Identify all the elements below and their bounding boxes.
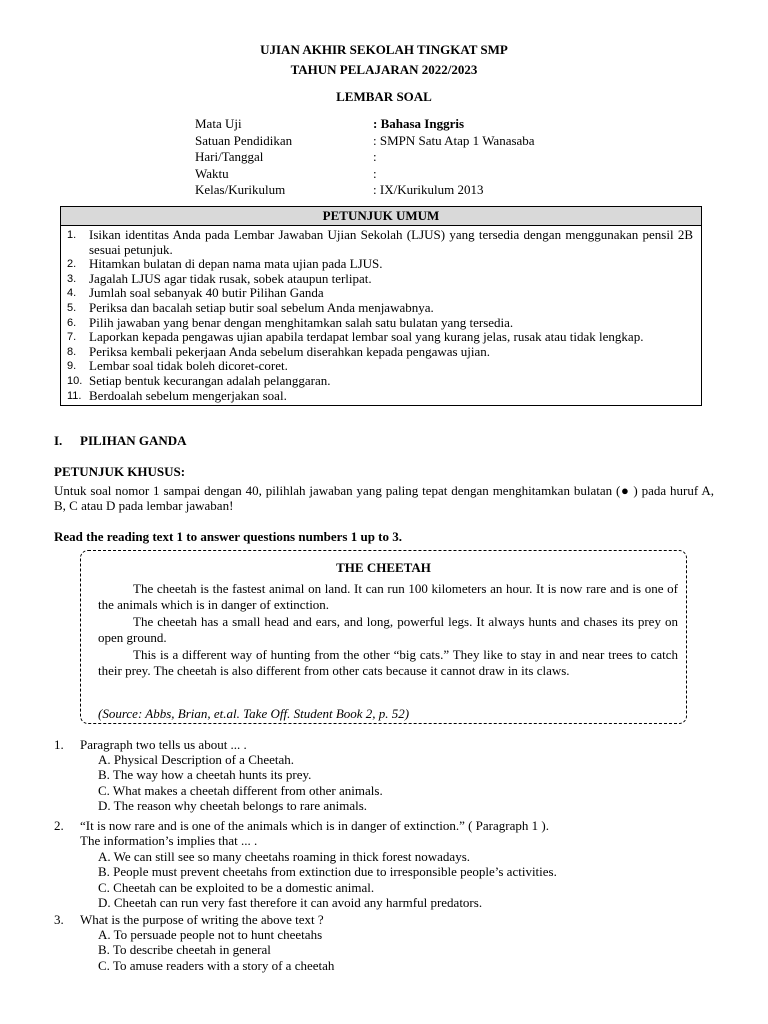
instruction-number: 3. bbox=[67, 272, 77, 285]
instruction-number: 7. bbox=[67, 331, 77, 344]
instruction-text: Pilih jawaban yang benar dengan menghitamkan salah satu bulatan yang tersedia. bbox=[89, 314, 514, 330]
reading-text-box bbox=[80, 550, 687, 724]
instruction-number: 2. bbox=[67, 258, 77, 271]
info-label: Mata Uji bbox=[195, 116, 242, 131]
instruction-number: 10. bbox=[67, 374, 83, 387]
question-number: 2. bbox=[54, 818, 64, 833]
info-row-date bbox=[195, 149, 715, 166]
reading-paragraph: The cheetah has a small head and ears, and long, powerful legs. It always hunts and chases its prey on open ground. bbox=[98, 614, 678, 645]
instruction-text: Lembar soal tidak boleh dicoret-coret. bbox=[89, 358, 288, 374]
info-row-class bbox=[195, 182, 715, 199]
instruction-item bbox=[61, 301, 701, 316]
instruction-text: Berdoalah sebelum mengerjakan soal. bbox=[89, 387, 287, 403]
instruction-item bbox=[61, 374, 701, 389]
instruction-text: Hitamkan bulatan di depan nama mata ujian pada LJUS. bbox=[89, 256, 383, 272]
instruction-item bbox=[61, 316, 701, 331]
question-number: 3. bbox=[54, 912, 64, 927]
instruction-text: Periksa dan bacalah setiap butir soal sebelum Anda menjawabnya. bbox=[89, 299, 434, 315]
info-label: Kelas/Kurikulum bbox=[195, 182, 286, 197]
instruction-text: Setiap bentuk kecurangan adalah pelanggaran. bbox=[89, 372, 331, 388]
reading-body bbox=[98, 581, 678, 680]
answer-options bbox=[98, 849, 557, 910]
instruction-item bbox=[61, 286, 701, 301]
question-text: What is the purpose of writing the above text ? bbox=[80, 912, 324, 927]
instruction-number: 9. bbox=[67, 360, 77, 373]
answer-option[interactable]: A. We can still see so many cheetahs roaming in thick forest nowadays. bbox=[98, 849, 471, 864]
section-number: I. bbox=[54, 433, 63, 448]
question-number: 1. bbox=[54, 737, 64, 752]
general-instructions-box bbox=[60, 206, 702, 406]
reading-instruction: Read the reading text 1 to answer questions numbers 1 up to 3. bbox=[54, 529, 403, 544]
reading-source: (Source: Abbs, Brian, et.al. Take Off. Student Book 2, p. 52) bbox=[98, 706, 410, 721]
instruction-item bbox=[61, 330, 701, 345]
answer-option[interactable]: C. Cheetah can be exploited to be a domestic animal. bbox=[98, 879, 375, 895]
info-value: : SMPN Satu Atap 1 Wanasaba bbox=[373, 132, 535, 148]
instruction-number: 11. bbox=[67, 389, 82, 402]
instruction-item bbox=[61, 228, 701, 257]
info-label: Waktu bbox=[195, 165, 229, 181]
general-instructions-list bbox=[61, 226, 701, 405]
instruction-number: 5. bbox=[67, 301, 77, 314]
answer-option[interactable]: C. To amuse readers with a story of a cheetah bbox=[98, 957, 335, 973]
reading-paragraph: This is a different way of hunting from the other “big cats.” They like to stay in and near trees to catch their prey. The cheetah is also different from other cats because it cannot draw in its claws. bbox=[98, 647, 678, 678]
instruction-number: 4. bbox=[67, 287, 77, 300]
section-heading bbox=[54, 433, 187, 448]
info-label: Satuan Pendidikan bbox=[195, 132, 293, 148]
exam-title: UJIAN AKHIR SEKOLAH TINGKAT SMP bbox=[260, 42, 508, 57]
instruction-text: Periksa kembali pekerjaan Anda sebelum diserahkan kepada pengawas ujian. bbox=[89, 343, 491, 359]
answer-option[interactable]: B. The way how a cheetah hunts its prey. bbox=[98, 767, 312, 783]
info-row-subject bbox=[195, 116, 715, 133]
answer-option[interactable]: A. To persuade people not to hunt cheetahs bbox=[98, 927, 323, 942]
info-row-time bbox=[195, 166, 715, 183]
answer-option[interactable]: B. People must prevent cheetahs from extinction due to irresponsible people’s activities. bbox=[98, 864, 557, 880]
question-text: Paragraph two tells us about ... . bbox=[80, 737, 247, 752]
info-value: : IX/Kurikulum 2013 bbox=[373, 182, 484, 197]
instruction-text: Isikan identitas Anda pada Lembar Jawaban Ujian Sekolah (LJUS) yang tersedia dengan menggunakan pensil 2B sesuai petunjuk. bbox=[89, 227, 693, 257]
academic-year: TAHUN PELAJARAN 2022/2023 bbox=[290, 62, 478, 77]
answer-option[interactable]: C. What makes a cheetah different from other animals. bbox=[98, 782, 383, 798]
answer-options bbox=[98, 752, 383, 813]
info-value: : bbox=[373, 149, 377, 164]
instruction-item bbox=[61, 359, 701, 374]
exam-info bbox=[195, 116, 715, 199]
answer-option[interactable]: D. The reason why cheetah belongs to rare animals. bbox=[98, 797, 368, 813]
reading-title: THE CHEETAH bbox=[336, 560, 431, 575]
info-row-school bbox=[195, 133, 715, 150]
instruction-number: 1. bbox=[67, 229, 77, 241]
answer-option[interactable]: A. Physical Description of a Cheetah. bbox=[98, 752, 295, 767]
instruction-number: 8. bbox=[67, 345, 77, 358]
reading-paragraph: The cheetah is the fastest animal on land. It can run 100 kilometers an hour. It is now rare and is one of the animals which is in danger of extinction. bbox=[98, 581, 678, 612]
sheet-title: LEMBAR SOAL bbox=[336, 89, 432, 104]
question-line: “It is now rare and is one of the animals which is in danger of extinction.” ( Paragraph 1 ). bbox=[80, 818, 549, 833]
answer-options bbox=[98, 927, 334, 973]
instruction-number: 6. bbox=[67, 316, 77, 329]
instruction-text: Jagalah LJUS agar tidak rusak, sobek ataupun terlipat. bbox=[89, 270, 372, 286]
instruction-item bbox=[61, 272, 701, 287]
instruction-text: Laporkan kepada pengawas ujian apabila terdapat lembar soal yang kurang jelas, rusak atau tidak lengkap. bbox=[89, 329, 644, 345]
answer-option[interactable]: B. To describe cheetah in general bbox=[98, 942, 271, 958]
general-instructions-title: PETUNJUK UMUM bbox=[61, 207, 701, 226]
instruction-item bbox=[61, 345, 701, 360]
info-value: : Bahasa Inggris bbox=[373, 116, 465, 131]
question-line: The information’s implies that ... . bbox=[80, 833, 258, 848]
special-instructions-title: PETUNJUK KHUSUS: bbox=[54, 464, 186, 479]
info-value: : bbox=[373, 165, 377, 181]
instruction-item bbox=[61, 389, 701, 404]
question-text bbox=[80, 818, 549, 848]
info-label: Hari/Tanggal bbox=[195, 149, 264, 164]
answer-option[interactable]: D. Cheetah can run very fast therefore it can avoid any harmful predators. bbox=[98, 894, 483, 910]
instruction-text: Jumlah soal sebanyak 40 butir Pilihan Ganda bbox=[89, 285, 324, 301]
special-instructions-text: Untuk soal nomor 1 sampai dengan 40, pilihlah jawaban yang paling tepat dengan menghitamkan bulatan (● ) pada huruf A, B, C atau D pada lembar jawaban! bbox=[54, 483, 714, 513]
instruction-item bbox=[61, 257, 701, 272]
section-title: PILIHAN GANDA bbox=[80, 433, 187, 448]
